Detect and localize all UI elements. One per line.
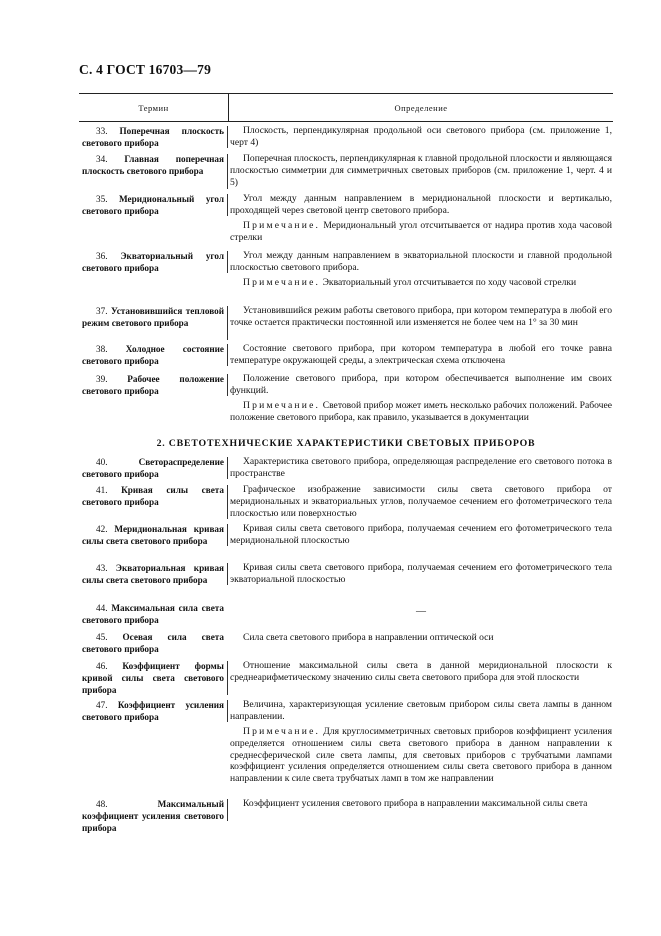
definition-bracket — [227, 306, 228, 340]
definition-bracket — [227, 563, 228, 585]
term-cell: 46. Коэффициент формы кривой силы света светового прибора — [82, 661, 224, 695]
definition-cell: Угол между данным направлением в экваториальной плоскости и главной продольной плоскостью светового прибора. — [230, 250, 612, 273]
term-cell: 45. Осевая сила света светового прибора — [82, 632, 225, 654]
term-cell: 43. Экваториальная кривая силы света светового прибора — [82, 563, 225, 585]
definition-cell: Величина, характеризующая усиление световым прибором силы света лампы в данном направлении. — [230, 699, 612, 722]
term-cell: 40. Светораспределение светового прибора — [82, 457, 224, 479]
definition-cell: Графическое изображение зависимости силы света светового прибора от меридиональных и экваториальных углов, получаемое сечением его фотометрического тела плоскостью или поверхностью — [230, 484, 612, 519]
term-cell: 34. Главная поперечная плоскость светового прибора — [82, 154, 224, 176]
term-cell: 41. Кривая силы света светового прибора — [82, 485, 224, 507]
term-cell: 35. Меридиональный угол светового прибора — [82, 194, 224, 216]
term-cell: 42. Меридиональная кривая силы света светового прибора — [82, 524, 224, 546]
definition-bracket — [227, 126, 228, 148]
definition-cell: Поперечная плоскость, перпендикулярная к главной продольной плоскости и являющаяся плоскостью симметрии для симметричных световых приборов (см. приложение 1, черт. 4 и 5) — [230, 153, 612, 188]
column-header-definition: Определение — [394, 103, 448, 113]
column-header-term: Термин — [138, 103, 169, 113]
term-cell: 36. Экваториальный угол светового прибора — [82, 251, 225, 273]
definition-cell: Коэффициент усиления светового прибора в направлении максимальной силы света — [243, 798, 588, 809]
definition-bracket — [227, 661, 228, 695]
term-cell: 44. Максимальная сила света светового прибора — [82, 603, 224, 625]
definition-cell: Состояние светового прибора, при котором температура в любой его точке равна температуре окружающей среды, а электрическая схема отключена — [230, 343, 612, 366]
page-header: С. 4 ГОСТ 16703—79 — [79, 62, 212, 77]
table-top-rule — [79, 93, 613, 94]
note-text: Примечание. Меридиональный угол отсчитывается от надира против хода часовой стрелки — [230, 220, 613, 243]
definition-cell: Характеристика светового прибора, определяющая распределение его светового потока в пространстве — [230, 456, 612, 479]
definition-dash: — — [416, 606, 426, 617]
definition-bracket — [227, 700, 228, 722]
term-cell: 39. Рабочее положение светового прибора — [82, 374, 224, 396]
definition-bracket — [227, 524, 228, 546]
note-text: Примечание. Световой прибор может иметь несколько рабочих положений. Рабочее положение светового прибора, как правило, указывается в документации — [230, 400, 612, 423]
term-cell: 37. Установившийся тепловой режим светового прибора — [82, 306, 224, 328]
definition-bracket — [227, 457, 228, 479]
definition-cell: Плоскость, перпендикулярная продольной оси светового прибора (см. приложение 1, черт 4) — [230, 125, 612, 148]
definition-cell: Отношение максимальной силы света в данной меридиональной плоскости к среднеарифметическому значению силы света светового прибора для этой плоскости — [230, 660, 612, 683]
definition-cell: Положение светового прибора, при котором обеспечивается выполнение им своих функций. — [230, 373, 612, 396]
definition-cell: Угол между данным направлением в меридиональной плоскости и вертикалью, проходящей через световой центр светового прибора. — [230, 193, 612, 216]
definition-cell: Установившийся режим работы светового прибора, при котором температура в любой его точке остается практически постоянной или изменяется не более чем на 1° за 30 мин — [230, 305, 612, 328]
definition-bracket — [227, 485, 228, 519]
note-text: Примечание. Экваториальный угол отсчитывается по ходу часовой стрелки — [243, 277, 577, 288]
definition-bracket — [227, 194, 228, 216]
definition-bracket — [227, 154, 228, 189]
definition-bracket — [227, 374, 228, 396]
term-cell: 48. Максимальный коэффициент усиления светового прибора — [82, 799, 224, 833]
definition-bracket — [227, 344, 228, 366]
definition-cell: Сила света светового прибора в направлении оптической оси — [243, 632, 494, 643]
note-text: Примечание. Для круглосимметричных световых приборов коэффициент усиления определяется отношением силы света светового прибора в данном направлении к среднесферической силе света лампы, для световых приборов с трубчатыми лампами коэффициент усиления определяется отношением силы света светового прибора в данном направлении к силе света трубчатых ламп в том же направлении — [230, 726, 612, 785]
definition-bracket — [227, 799, 228, 821]
definition-bracket — [227, 251, 228, 273]
definition-cell: Кривая силы света светового прибора, получаемая сечением его фотометрического тела меридиональной плоскостью — [230, 523, 612, 546]
term-cell: 47. Коэффициент усиления светового прибора — [82, 700, 225, 722]
section-title: 2. СВЕТОТЕХНИЧЕСКИЕ ХАРАКТЕРИСТИКИ СВЕТОВЫХ ПРИБОРОВ — [156, 438, 536, 449]
term-cell: 33. Поперечная плоскость светового прибора — [82, 126, 224, 148]
term-cell: 38. Холодное состояние светового прибора — [82, 344, 224, 366]
table-header-rule — [79, 121, 613, 122]
definition-cell: Кривая силы света светового прибора, получаемая сечением его фотометрического тела экваториальной плоскостью — [230, 562, 612, 585]
